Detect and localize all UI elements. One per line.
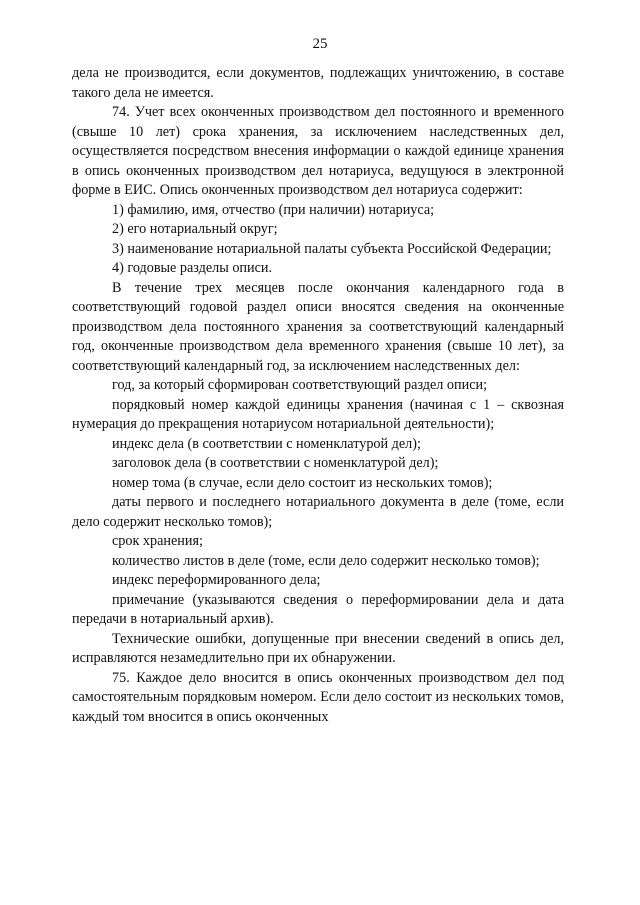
paragraph: 2) его нотариальный округ; xyxy=(112,221,278,237)
paragraph: В течение трех месяцев после окончания календарного года в соответствующий годовой раздел описи вносятся сведения на оконченные производством дела постоянного хранения за соответствующий календарный год, оконченные производством дела временного хранения (свыше 10 лет), за соответствующий календарный год, за исключением наследственных дел: xyxy=(72,279,564,374)
page-number: 25 xyxy=(312,36,328,52)
paragraph: Технические ошибки, допущенные при внесении сведений в опись дел, исправляются незамедлительно при их обнаружении. xyxy=(72,630,564,666)
paragraph: 3) наименование нотариальной палаты субъекта Российской Федерации; xyxy=(112,240,552,257)
paragraph: порядковый номер каждой единицы хранения (начиная с 1 – сквозная нумерация до прекращения нотариусом нотариальной деятельности); xyxy=(72,396,564,432)
paragraph: примечание (указываются сведения о переформировании дела и дата передачи в нотариальный архив). xyxy=(72,591,564,627)
paragraph: номер тома (в случае, если дело состоит из нескольких томов); xyxy=(112,474,493,491)
paragraph: индекс дела (в соответствии с номенклатурой дел); xyxy=(112,435,421,452)
paragraph: даты первого и последнего нотариального документа в деле (томе, если дело содержит несколько томов); xyxy=(72,494,564,530)
paragraph: срок хранения; xyxy=(112,533,203,549)
paragraph: 74. Учет всех оконченных производством дел постоянного и временного (свыше 10 лет) срока хранения, за исключением наследственных дел, осуществляется посредством внесения информации о каждой единице хранения в опись оконченных производством дел нотариуса, ведущуюся в электронной форме в ЕИС. Опись оконченных производством дел нотариуса содержит: xyxy=(72,104,564,198)
paragraph: заголовок дела (в соответствии с номенклатурой дел); xyxy=(112,455,439,471)
paragraph: 75. Каждое дело вносится в опись оконченных производством дел под самостоятельным порядковым номером. Если дело состоит из нескольких томов, каждый том вносится в опись оконченных xyxy=(72,669,564,725)
paragraph: индекс переформированного дела; xyxy=(112,572,321,588)
document-body xyxy=(72,64,564,727)
paragraph: количество листов в деле (томе, если дело содержит несколько томов); xyxy=(112,552,540,569)
paragraph: 1) фамилию, имя, отчество (при наличии) нотариуса; xyxy=(112,201,435,218)
paragraph: год, за который сформирован соответствующий раздел описи; xyxy=(112,377,488,393)
paragraph: 4) годовые разделы описи. xyxy=(112,260,273,276)
paragraph: дела не производится, если документов, подлежащих уничтожению, в составе такого дела не имеется. xyxy=(72,65,564,101)
